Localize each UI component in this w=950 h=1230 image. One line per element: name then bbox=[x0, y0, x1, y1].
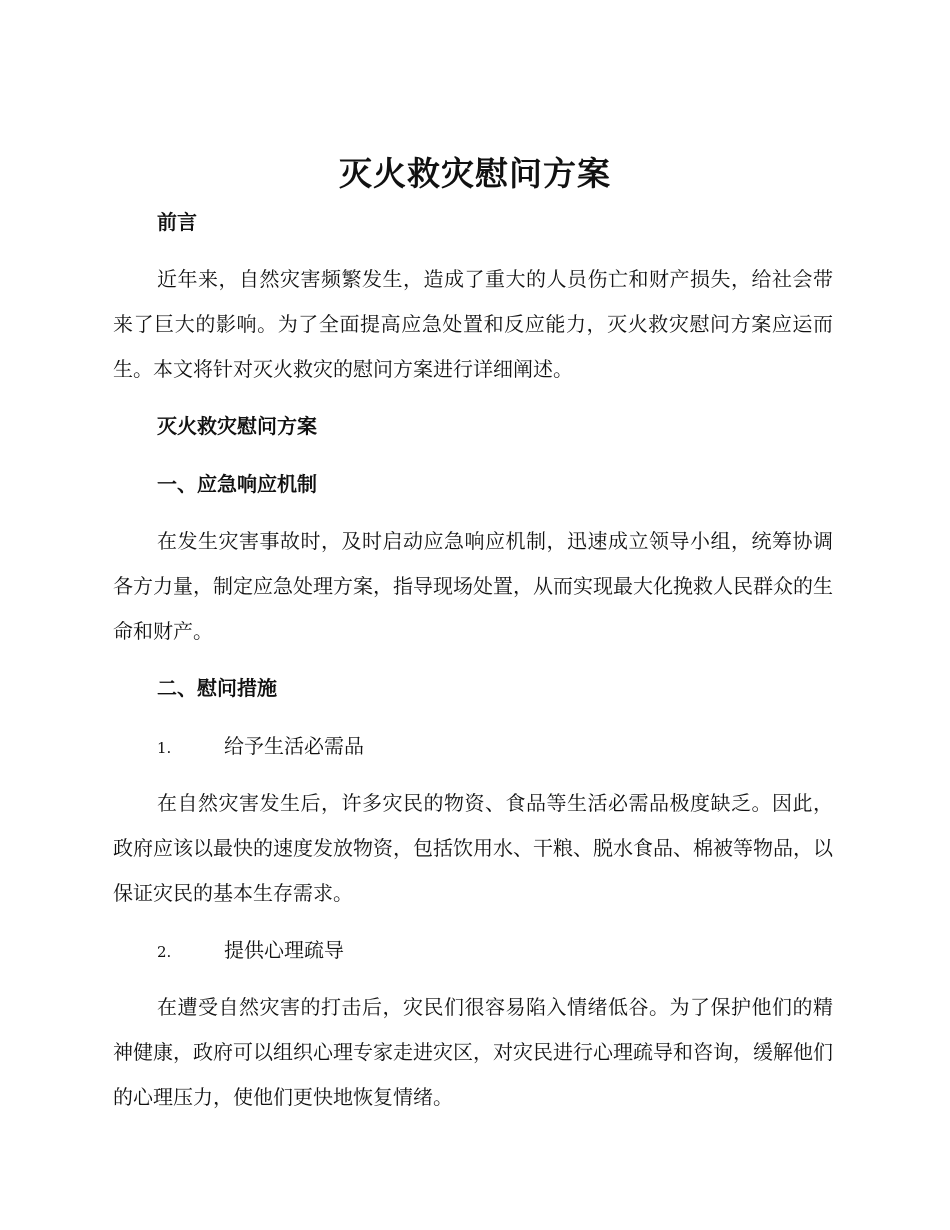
list-item-label: 给予生活必需品 bbox=[224, 734, 364, 758]
list-item-label: 提供心理疏导 bbox=[224, 938, 344, 962]
plan-heading: 灭火救灾慰问方案 bbox=[157, 414, 317, 438]
preface-paragraph: 近年来，自然灾害频繁发生，造成了重大的人员伤亡和财产损失，给社会带来了巨大的影响。为了全面提高应急处置和反应能力，灭火救灾慰问方案应运而生。本文将针对灭火救灾的慰问方案进行详细阐述。 bbox=[113, 267, 833, 381]
section1-heading: 一、应急响应机制 bbox=[157, 472, 317, 496]
preface-heading: 前言 bbox=[157, 210, 197, 234]
section1-paragraph: 在发生灾害事故时，及时启动应急响应机制，迅速成立领导小组，统筹协调各方力量，制定应急处理方案，指导现场处置，从而实现最大化挽救人民群众的生命和财产。 bbox=[113, 529, 833, 643]
item1-paragraph: 在自然灾害发生后，许多灾民的物资、食品等生活必需品极度缺乏。因此，政府应该以最快的速度发放物资，包括饮用水、干粮、脱水食品、棉被等物品，以保证灾民的基本生存需求。 bbox=[113, 791, 833, 905]
list-item-number: 2. bbox=[157, 943, 172, 961]
list-item-1 bbox=[157, 731, 364, 763]
item2-paragraph: 在遭受自然灾害的打击后，灾民们很容易陷入情绪低谷。为了保护他们的精神健康，政府可以组织心理专家走进灾区，对灾民进行心理疏导和咨询，缓解他们的心理压力，使他们更快地恢复情绪。 bbox=[113, 995, 833, 1109]
document-title: 灭火救灾慰问方案 bbox=[339, 154, 611, 193]
list-item-2 bbox=[157, 935, 344, 967]
section2-heading: 二、慰问措施 bbox=[157, 676, 277, 700]
list-item-number: 1. bbox=[157, 739, 172, 757]
